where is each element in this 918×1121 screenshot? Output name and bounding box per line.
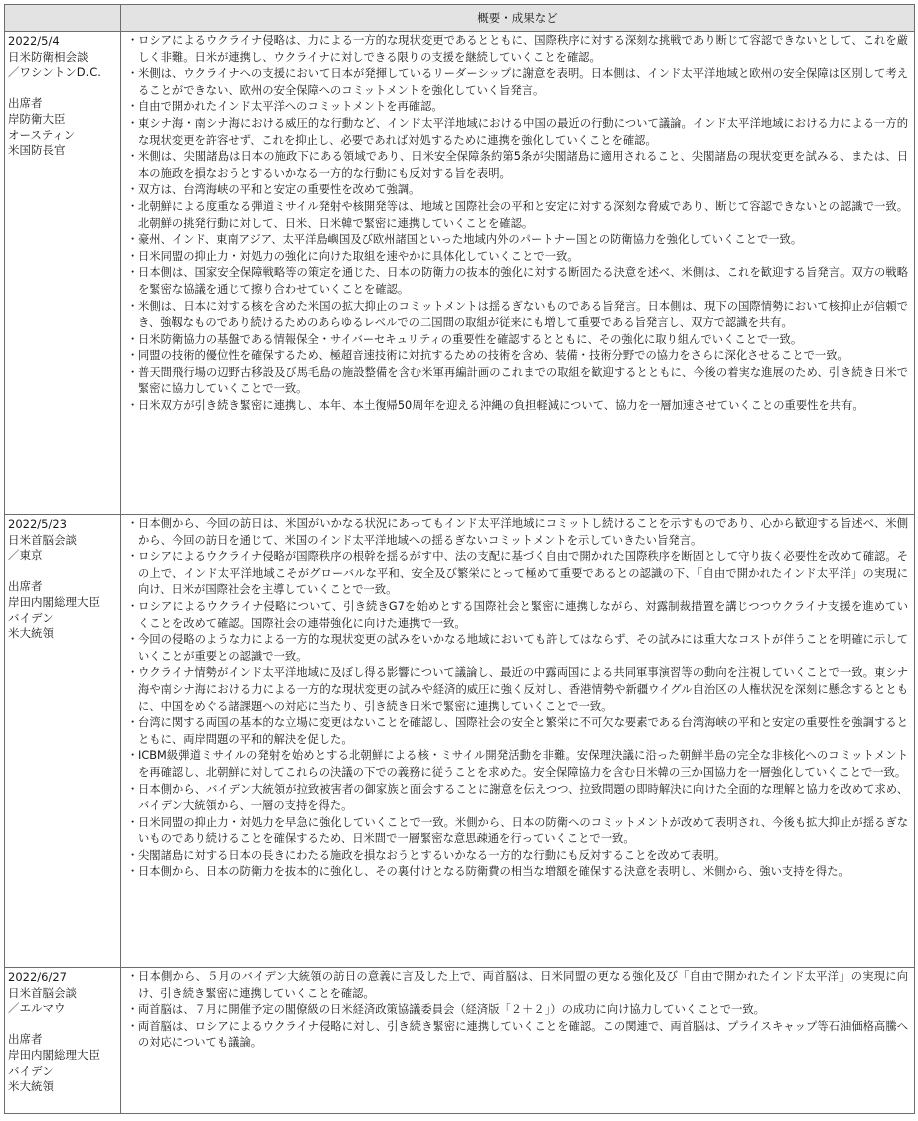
summary-item-text: 台湾に関する両国の基本的な立場に変更はないことを確認し、国際社会の安全と繁栄に不可欠な要素である台湾海峡の平和と安定の重要性を強調するとともに、両岸問題の平和的解決を促した。: [138, 716, 908, 746]
summary-item-text: 米側は、日本に対する核を含めた米国の拡大抑止のコミットメントは揺るぎないものである旨発言。日本側は、現下の国際情勢において核抑止が信頼でき、強靱なものであり続けるためのあらゆるレベルでの二国間の取組が従来にも増して重要である旨発言し、双方で認識を共有。: [138, 299, 908, 330]
summary-item-text: ICBM級弾道ミサイルの発射を始めとする北朝鮮による核・ミサイル開発活動を非難。安保理決議に沿った朝鮮半島の完全な非核化へのコミットメントを再確認し、北朝鮮に対してこれらの決議の下での義務に従うことを求めた。安全保障協力を含む日米韓の三か国協力を一層強化していくことで一致。: [138, 749, 908, 779]
attendee: 岸防衛大臣: [8, 111, 66, 126]
summary-item: [127, 66, 908, 99]
bullet-dot-icon: ・: [127, 865, 139, 879]
attendee: 米国防長官: [8, 143, 66, 158]
meeting-place: ／エルマウ: [8, 1001, 66, 1016]
bullet-dot-icon: ・: [127, 1019, 139, 1033]
meetings-table: [4, 4, 915, 1114]
summary-item: [127, 748, 908, 781]
summary-item-text: ウクライナ情勢がインド太平洋地域に及ぼし得る影響について議論し、最近の中露両国による共同軍事演習等の動向を注視していくことで一致。東シナ海や南シナ海における力による一方的な現状変更の試みや経済的威圧に強く反対し、香港情勢や新疆ウイグル自治区の人権状況を深刻に懸念するとともに、中国をめぐる諸課題への対応に当たり、引き続き日米で緊密に連携していくことで一致。: [138, 666, 908, 713]
summary-item-text: 東シナ海・南シナ海における威圧的な行動など、インド太平洋地域における中国の最近の行動について議論。インド太平洋地域における力による一方的な現状変更を許容せず、これを抑止し、必要であれば対処するために連携を強化していくことを確認。: [138, 116, 909, 147]
meeting-title: 日米防衛相会談: [8, 49, 89, 64]
summary-item-text: 日本側から、バイデン大統領が拉致被害者の御家族と面会することに謝意を伝えつつ、拉致問題の即時解決に向けた全面的な理解と協力を改めて求め、バイデン大統領から、一層の支持を得た。: [138, 782, 908, 813]
meeting-info-cell: [5, 32, 121, 515]
bullet-dot-icon: ・: [127, 365, 139, 379]
summary-item: [127, 864, 908, 881]
bullet-dot-icon: ・: [127, 67, 139, 81]
summary-item-text: 北朝鮮による度重なる弾道ミサイル発射や核開発等は、地域と国際社会の平和と安定に対する深刻な脅威であり、断じて容認できないとの認識で一致。北朝鮮の挑発行動に対して、日米、日米韓で緊密に連携していくことを確認。: [138, 199, 908, 230]
attendee: 米大統領: [8, 626, 54, 641]
summary-item-text: 日米同盟の抑止力・対処力の強化に向けた取組を速やかに具体化していくことで一致。: [138, 249, 579, 263]
bullet-dot-icon: ・: [127, 183, 139, 197]
attendees-label: 出席者: [8, 1032, 43, 1047]
bullet-dot-icon: ・: [127, 1003, 139, 1017]
bullet-dot-icon: ・: [127, 349, 139, 363]
meeting-title: 日米首脳会談: [8, 532, 77, 547]
summary-cell: [121, 515, 915, 968]
summary-item: [127, 1019, 908, 1052]
bullet-dot-icon: ・: [127, 749, 139, 763]
summary-item: [127, 149, 908, 182]
summary-cell: [121, 32, 915, 515]
meeting-place: ／東京: [8, 548, 43, 563]
bullet-dot-icon: ・: [127, 716, 139, 730]
summary-item-text: 今回の侵略のような力による一方的な現状変更の試みをいかなる地域においても許してはならず、その試みには重大なコストが伴うことを明確に示していくことが重要との認識で一致。: [138, 633, 908, 663]
summary-item: [127, 348, 908, 365]
bullet-dot-icon: ・: [127, 100, 139, 114]
table-row: [5, 515, 915, 968]
summary-item-text: 自由で開かれたインド太平洋へのコミットメントを再確認。: [138, 100, 443, 114]
header-meeting-column: [5, 5, 121, 32]
bullet-dot-icon: ・: [127, 299, 139, 313]
attendees-label: 出席者: [8, 96, 43, 111]
summary-item: [127, 715, 908, 748]
bullet-dot-icon: ・: [127, 517, 139, 530]
summary-item: [127, 33, 908, 66]
summary-item-text: ロシアによるウクライナ侵略について、引き続きG7を始めとする国際社会と緊密に連携しながら、対露制裁措置を講じつつウクライナ支援を進めていくことを改めて確認。国際社会の連帯強化に向けた連携で一致。: [138, 599, 908, 630]
bullet-dot-icon: ・: [127, 150, 139, 164]
summary-item-text: 両首脳は、７月に開催予定の閣僚級の日米経済政策協議委員会（経済版「２＋２」）の成功に向け協力していくことで一致。: [138, 1003, 765, 1017]
summary-item-text: 日米双方が引き続き緊密に連携し、本年、本土復帰50周年を迎える沖縄の負担軽減について、協力を一層加速させていくことの重要性を共有。: [138, 399, 864, 413]
summary-item-text: 日米同盟の抑止力・対処力を早急に強化していくことで一致。米側から、日本の防衛へのコミットメントが改めて表明され、今後も拡大抑止が揺るぎないものであり続けることを確保するため、日米間で一層緊密な意思疎通を行っていくことで一致。: [138, 815, 908, 846]
bullet-dot-icon: ・: [127, 815, 139, 829]
summary-item: [127, 299, 908, 332]
summary-item: [127, 632, 908, 665]
bullet-dot-icon: ・: [127, 550, 139, 564]
summary-item: [127, 848, 908, 865]
summary-item: [127, 516, 908, 549]
summary-item: [127, 365, 908, 398]
meeting-date: 2022/5/4: [8, 34, 60, 48]
table-row: [5, 32, 915, 515]
summary-item-text: 同盟の技術的優位性を確保するため、極超音速技術に対抗するための技術を含め、装備・技術分野での協力をさらに深化させることで一致。: [138, 349, 849, 363]
bullet-dot-icon: ・: [127, 399, 139, 413]
table-row: [5, 968, 915, 1114]
summary-item: [127, 249, 908, 266]
summary-item-text: 豪州、インド、東南アジア、太平洋島嶼国及び欧州諸国といった地域内外のパートナー国との防衛協力を強化していくことで一致。: [138, 233, 803, 247]
bullet-dot-icon: ・: [127, 782, 139, 796]
summary-item: [127, 665, 908, 715]
summary-item: [127, 398, 908, 415]
summary-item-text: 日本側から、今回の訪日は、米国がいかなる状況にあってもインド太平洋地域にコミットし続けることを示すものであり、心から歓迎する旨述べ、米側から、今回の訪日を通じて、米国のインド太平洋地域への揺るぎないコミットメントを示していきたい旨発言。: [138, 517, 908, 547]
meeting-title: 日米首脳会談: [8, 985, 77, 1000]
summary-item: [127, 199, 908, 232]
summary-cell: [121, 968, 915, 1114]
bullet-dot-icon: ・: [127, 233, 139, 247]
attendee: バイデン: [8, 610, 54, 625]
attendee: バイデン: [8, 1063, 54, 1078]
meeting-date: 2022/6/27: [8, 970, 67, 984]
summary-item-text: 米側は、尖閣諸島は日本の施政下にある領域であり、日米安全保障条約第5条が尖閣諸島に適用されること、尖閣諸島の現状変更を試みる、または、日本の施政を損なおうとするいかなる一方的な行動にも反対する旨を表明。: [138, 150, 908, 180]
header-summary-column: 概要・成果など: [121, 5, 915, 32]
summary-item-text: 日本側から、日本の防衛力を抜本的に強化し、その裏付けとなる防衛費の相当な増額を確保する決意を表明し、米側から、強い支持を得た。: [138, 865, 850, 879]
attendee: 米大統領: [8, 1079, 54, 1094]
attendee: 岸田内閣総理大臣: [8, 594, 100, 609]
summary-item-text: 米側は、ウクライナへの支援において日本が発揮しているリーダーシップに謝意を表明。日本側は、インド太平洋地域と欧州の安全保障は区別して考えることができない、欧州の安全保障へのコミットメントを強化していく旨発言。: [138, 67, 908, 97]
summary-item-text: 日本側は、国家安全保障戦略等の策定を通じた、日本の防衛力の抜本的強化に対する断固たる決意を述べ、米側は、これを歓迎する旨発言。双方の戦略を緊密な協議を通じて擦り合わせていくことを確認。: [138, 266, 908, 296]
summary-item: [127, 1002, 908, 1019]
summary-list: [127, 516, 908, 881]
meeting-info-cell: [5, 515, 121, 968]
summary-item: [127, 99, 908, 116]
meeting-place: ／ワシントンD.C.: [8, 65, 101, 80]
bullet-dot-icon: ・: [127, 34, 139, 47]
attendee: 岸田内閣総理大臣: [8, 1047, 100, 1062]
summary-item-text: 双方は、台湾海峡の平和と安定の重要性を改めて強調。: [138, 183, 421, 197]
table-header-row: [5, 5, 915, 32]
summary-item-text: 日米防衛協力の基盤である情報保全・サイバーセキュリティの重要性を確認するとともに、その強化に取り組んでいくことで一致。: [138, 332, 803, 346]
attendee: オースティン: [8, 127, 76, 142]
bullet-dot-icon: ・: [127, 848, 139, 862]
summary-item-text: 日本側から、５月のバイデン大統領の訪日の意義に言及した上で、両首脳は、日米同盟の更なる強化及び「自由で開かれたインド太平洋」の実現に向け、引き続き緊密に連携していくことを確認。: [138, 970, 908, 1000]
bullet-dot-icon: ・: [127, 266, 139, 280]
bullet-dot-icon: ・: [127, 633, 139, 647]
bullet-dot-icon: ・: [127, 970, 139, 983]
summary-item: [127, 599, 908, 632]
bullet-dot-icon: ・: [127, 249, 139, 263]
summary-item-text: ロシアによるウクライナ侵略が国際秩序の根幹を揺るがす中、法の支配に基づく自由で開かれた国際秩序を断固として守り抜く必要性を改めて確認。その上で、インド太平洋地域こそがグローバルな平和、安全及び繁栄にとって極めて重要であるとの認識の下、「自由で開かれたインド太平洋」の実現に向け、日米が国際社会を主導していくことで一致。: [138, 550, 908, 597]
bullet-dot-icon: ・: [127, 599, 139, 613]
bullet-dot-icon: ・: [127, 666, 139, 680]
meeting-date: 2022/5/23: [8, 517, 67, 531]
summary-list: [127, 33, 908, 415]
summary-item: [127, 116, 908, 149]
summary-item: [127, 815, 908, 848]
bullet-dot-icon: ・: [127, 332, 139, 346]
bullet-dot-icon: ・: [127, 199, 139, 213]
summary-item-text: 尖閣諸島に対する日本の長きにわたる施政を損なおうとするいかなる一方的な行動にも反対することを改めて表明。: [138, 848, 726, 862]
summary-item-text: 両首脳は、ロシアによるウクライナ侵略に対し、引き続き緊密に連携していくことを確認。この関連で、両首脳は、プライスキャップ等石油価格高騰への対応についても議論。: [138, 1019, 908, 1050]
meeting-info-cell: [5, 968, 121, 1114]
summary-item-text: ロシアによるウクライナ侵略は、力による一方的な現状変更であるとともに、国際秩序に対する深刻な挑戦であり断じて容認できないとして、これを厳しく非難。日米が連携し、ウクライナに対しできる限りの支援を継続していくことを確認。: [138, 34, 908, 64]
summary-list: [127, 969, 908, 1052]
summary-item: [127, 265, 908, 298]
summary-item: [127, 782, 908, 815]
summary-item: [127, 332, 908, 349]
bullet-dot-icon: ・: [127, 116, 139, 130]
summary-item: [127, 969, 908, 1002]
attendees-label: 出席者: [8, 579, 43, 594]
summary-item: [127, 182, 908, 199]
summary-item: [127, 549, 908, 599]
summary-item-text: 普天間飛行場の辺野古移設及び馬毛島の施設整備を含む米軍再編計画のこれまでの取組を歓迎するとともに、今後の着実な進展のため、引き続き日米で緊密に協力していくことで一致。: [138, 365, 908, 396]
summary-item: [127, 232, 908, 249]
